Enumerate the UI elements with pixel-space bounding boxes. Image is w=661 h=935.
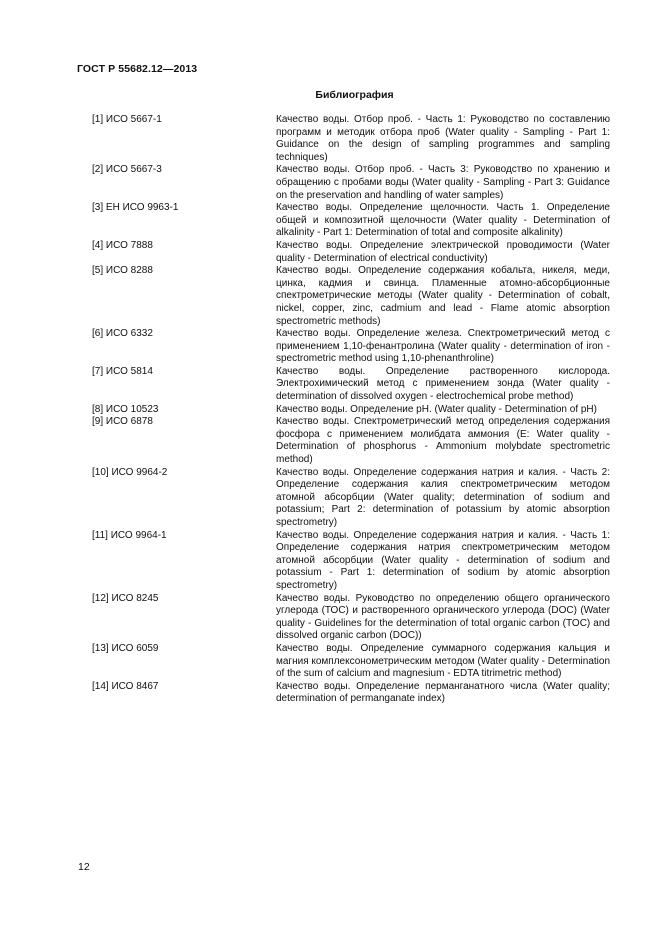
- entry-id: [13] ИСО 6059: [92, 642, 159, 654]
- entry-text: Качество воды. Определение щелочности. Часть 1. Определение общей и композитной щелочности (Water quality - Determination of alkalinity - Part 1: Determination of total and composite alkalinity): [276, 202, 610, 239]
- entry-id: [6] ИСО 6332: [92, 328, 153, 340]
- bibliography-list: [92, 114, 610, 706]
- entry-text: Качество воды. Определение электрической проводимости (Water quality - Determination of electrical conductivity): [276, 239, 610, 264]
- entry-text: Качество воды. Определение содержания кобальта, никеля, меди, цинка, кадмия и свинца. Пламенные атомно-абсорбционные спектрометрические методы (Water quality - Determination of cobalt, nickel, copper, zinc, cadmium and lead - Flame atomic absorption spectrometric methods): [276, 265, 610, 327]
- entry-text: Качество воды. Определение перманганатного числа (Water quality; determination of permanganate index): [276, 680, 610, 705]
- entry-id: [12] ИСО 8245: [92, 592, 159, 604]
- entry-text: Качество воды. Отбор проб. - Часть 1: Руководство по составлению программ и методик отбора проб (Water quality - Sampling - Part 1: Guidance on the design of sampling programmes and sampling techniques): [276, 114, 610, 163]
- bibliography-entry: [92, 643, 610, 681]
- bibliography-entry: [92, 467, 610, 530]
- entry-id: [2] ИСО 5667-3: [92, 164, 162, 176]
- entry-id: [5] ИСО 8288: [92, 265, 153, 277]
- entry-id: [14] ИСО 8467: [92, 680, 159, 692]
- bibliography-entry: [92, 681, 610, 706]
- entry-id: [4] ИСО 7888: [92, 239, 153, 251]
- entry-id: [3] ЕН ИСО 9963-1: [92, 202, 179, 214]
- section-title: Библиография: [315, 89, 394, 101]
- bibliography-entry: [92, 164, 610, 202]
- page-number: 12: [78, 861, 90, 873]
- entry-id: [7] ИСО 5814: [92, 365, 153, 377]
- bibliography-entry: [92, 530, 610, 593]
- entry-text: Качество воды. Определение содержания натрия и калия. - Часть 1: Определение содержания натрия спектрометрическим методом атомной абсорбции (Water quality - determination of sodium and potassium - Part 1: determination of sodium by atomic absorption spectrometry): [276, 529, 610, 591]
- entry-id: [1] ИСО 5667-1: [92, 114, 162, 125]
- entry-text: Качество воды. Отбор проб. - Часть 3: Руководство по хранению и обращению с пробами воды (Water quality - Sampling - Part 3: Guidance on the preservation and handling of water samples): [276, 164, 610, 201]
- entry-text: Качество воды. Определение pH. (Water quality - Determination of pH): [276, 403, 597, 415]
- bibliography-entry: [92, 404, 610, 417]
- bibliography-entry: [92, 202, 610, 240]
- entry-text: Качество воды. Определение суммарного содержания кальция и магния комплексонометрическим методом (Water quality - Determination of the sum of calcium and magnesium - EDTA titrimetric method): [276, 642, 610, 680]
- bibliography-entry: [92, 265, 610, 328]
- bibliography-entry: [92, 593, 610, 643]
- entry-text: Качество воды. Определение содержания натрия и калия. - Часть 2: Определение содержания калия спектрометрическим методом атомной абсорбции (Water quality; determination of sodium and potassium; Part 2: determination of potassium by atomic absorption spectrometry): [276, 466, 610, 528]
- entry-text: Качество воды. Определение железа. Спектрометрический метод с применением 1,10-фенантролина (Water quality - determination of iron - spectrometric method using 1,10-phenanthroline): [276, 328, 610, 365]
- bibliography-entry: [92, 240, 610, 265]
- entry-text: Качество воды. Спектрометрический метод определения содержания фосфора с применением молибдата аммония (E: Water quality - Determination of phosphorus - Ammonium molybdate spectrometric method): [276, 416, 610, 466]
- bibliography-entry: [92, 416, 610, 466]
- entry-text: Качество воды. Определение растворенного кислорода. Электрохимический метод с применением зонда (Water quality - determination of dissolved oxygen - electrochemical probe method): [276, 365, 610, 403]
- entry-id: [8] ИСО 10523: [92, 403, 159, 415]
- standard-code: ГОСТ Р 55682.12—2013: [77, 63, 198, 75]
- entry-text: Качество воды. Руководство по определению общего органического углерода (ТОС) и растворенного органического углерода (DOC) (Water quality - Guidelines for the determination of total organic carbon (TOC) and dissolved organic carbon (DOC)): [276, 592, 610, 642]
- entry-id: [9] ИСО 6878: [92, 416, 153, 428]
- bibliography-entry: [92, 328, 610, 366]
- entry-id: [10] ИСО 9964-2: [92, 466, 168, 478]
- bibliography-entry: [92, 114, 610, 164]
- bibliography-entry: [92, 366, 610, 404]
- entry-id: [11] ИСО 9964-1: [92, 529, 167, 541]
